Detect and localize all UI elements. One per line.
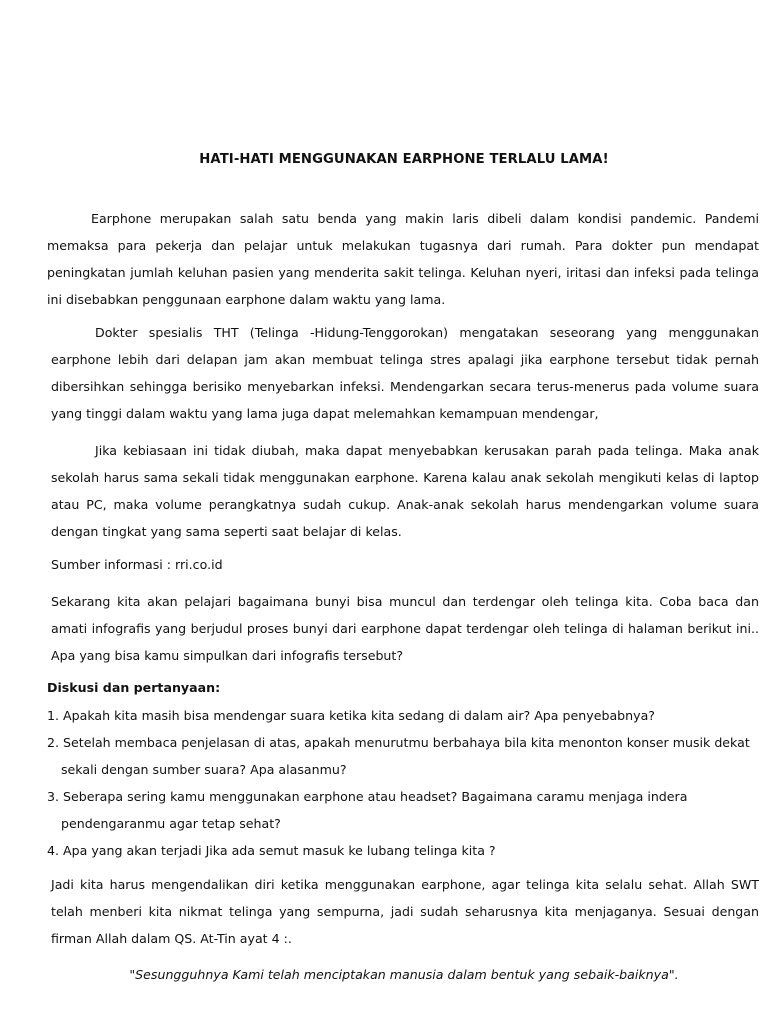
paragraph-2: Dokter spesialis THT (Telinga -Hidung-Tenggorokan) mengatakan seseorang yang menggunakan earphone lebih dari delapan jam akan membuat telinga stres apalagi jika earphone tersebut tidak pernah dibersihkan sehingga berisiko menyebarkan infeksi. Mendengarkan secara terus-menerus pada volume suara yang tinggi dalam waktu yang lama juga dapat melemahkan kemampuan mendengar, <box>51 325 759 421</box>
question-2: 2. Setelah membaca penjelasan di atas, apakah menurutmu berbahaya bila kita menonton konser musik dekat <box>47 735 750 750</box>
question-1: 1. Apakah kita masih bisa mendengar suara ketika kita sedang di dalam air? Apa penyebabnya? <box>47 708 655 723</box>
quran-quote: "Sesungguhnya Kami telah menciptakan manusia dalam bentuk yang sebaik-baiknya". <box>129 967 679 982</box>
paragraph-3: Jika kebiasaan ini tidak diubah, maka dapat menyebabkan kerusakan parah pada telinga. Maka anak sekolah harus sama sekali tidak menggunakan earphone. Karena kalau anak sekolah mengikuti kelas di laptop atau PC, maka volume perangkatnya sudah cukup. Anak-anak sekolah harus mendengarkan volume suara dengan tingkat yang sama seperti saat belajar di kelas. <box>51 443 759 539</box>
closing-paragraph: Jadi kita harus mengendalikan diri ketika menggunakan earphone, agar telinga kita selalu sehat. Allah SWT telah menberi kita nikmat telinga yang sempurna, jadi sudah seharusnya kita menjaganya. Sesuai dengan firman Allah dalam QS. At-Tin ayat 4 :. <box>51 877 759 946</box>
paragraph-1: Earphone merupakan salah satu benda yang makin laris dibeli dalam kondisi pandemic. Pandemi memaksa para pekerja dan pelajar untuk melakukan tugasnya dari rumah. Para dokter pun mendapat peningkatan jumlah keluhan pasien yang menderita sakit telinga. Keluhan nyeri, iritasi dan infeksi pada telinga ini disebabkan penggunaan earphone dalam waktu yang lama. <box>47 211 759 307</box>
question-2-continuation: sekali dengan sumber suara? Apa alasanmu? <box>61 762 347 777</box>
intro-paragraph: Sekarang kita akan pelajari bagaimana bunyi bisa muncul dan terdengar oleh telinga kita. Coba baca dan amati infografis yang berjudul proses bunyi dari earphone dapat terdengar oleh telinga di halaman berikut ini.. Apa yang bisa kamu simpulkan dari infografis tersebut? <box>51 594 759 663</box>
question-3: 3. Seberapa sering kamu menggunakan earphone atau headset? Bagaimana caramu menjaga indera <box>47 789 688 804</box>
source-line: Sumber informasi : rri.co.id <box>51 557 223 572</box>
question-4: 4. Apa yang akan terjadi Jika ada semut masuk ke lubang telinga kita ? <box>47 843 496 858</box>
document-title: HATI-HATI MENGGUNAKAN EARPHONE TERLALU LAMA! <box>199 152 609 167</box>
discussion-heading: Diskusi dan pertanyaan: <box>47 680 221 695</box>
question-3-continuation: pendengaranmu agar tetap sehat? <box>61 816 281 831</box>
